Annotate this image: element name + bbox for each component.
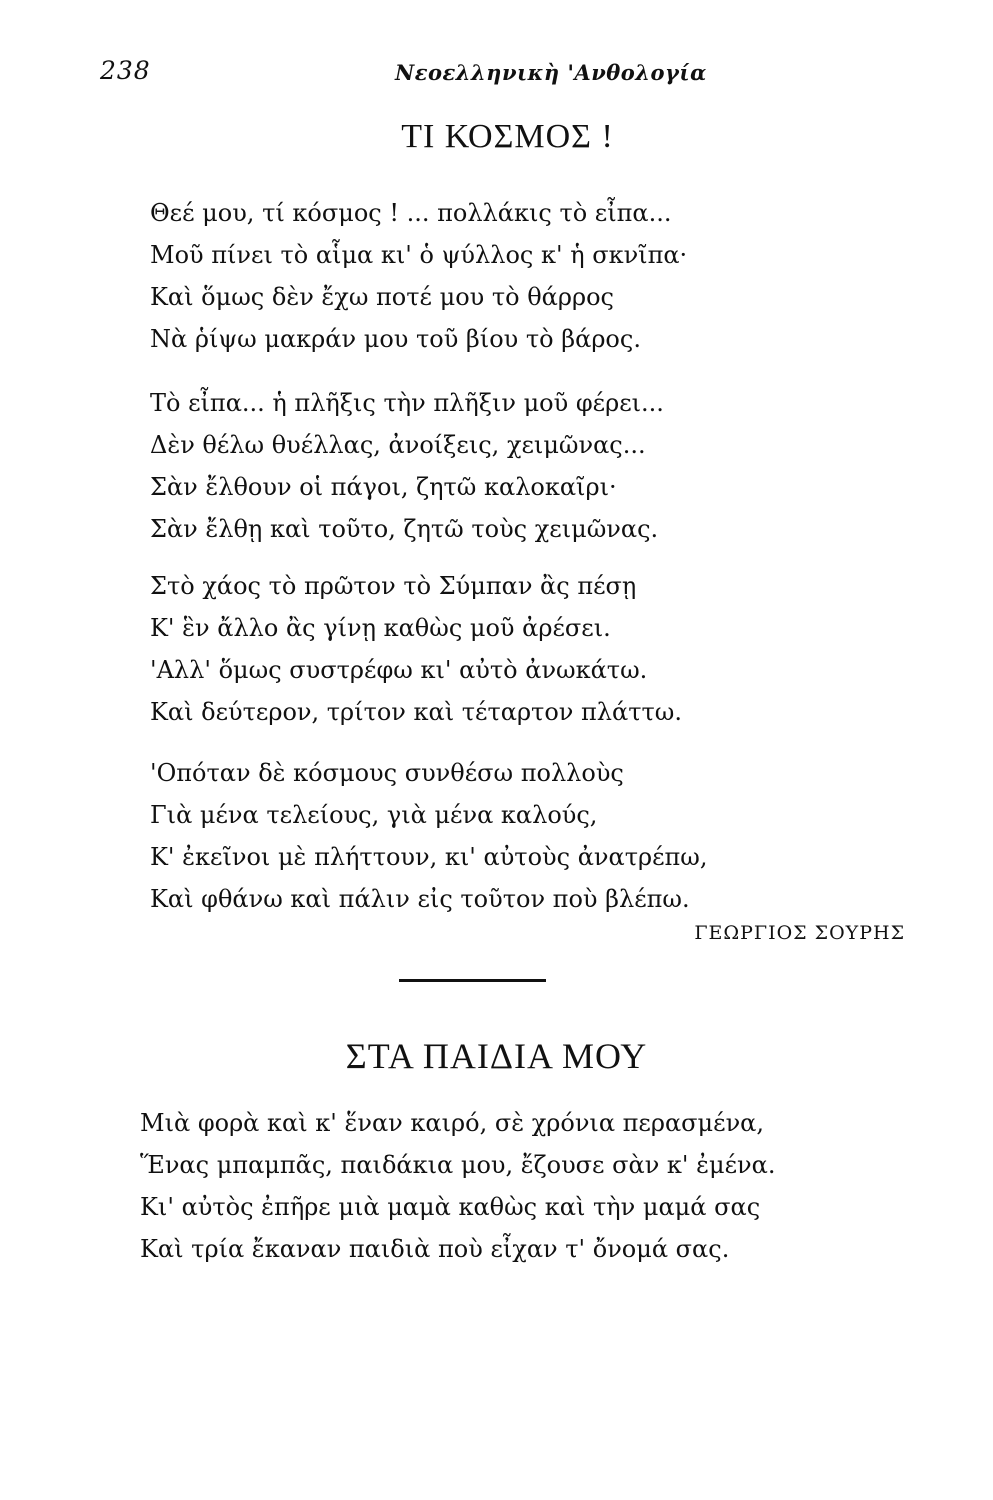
verse-line: Σὰν ἔλθουν οἱ πάγοι, ζητῶ καλοκαῖρι· [150,473,617,501]
verse-line: 'Αλλ' ὅμως συστρέφω κι' αὐτὸ ἀνωκάτω. [150,656,648,684]
verse-line: Καὶ τρία ἔκαναν παιδιὰ ποὺ εἶχαν τ' ὄνομά σας. [140,1235,730,1263]
verse-line: Μιὰ φορὰ καὶ κ' ἕναν καιρό, σὲ χρόνια περασμένα, [140,1109,765,1137]
stanza [140,1102,900,1270]
verse-line: Τὸ εἶπα... ἡ πλῆξις τὴν πλῆξιν μοῦ φέρει... [150,389,664,417]
verse-line: Κι' αὐτὸς ἐπῆρε μιὰ μαμὰ καθὼς καὶ τὴν μαμά σας [140,1193,761,1221]
stanza [150,192,910,360]
page-number: 238 [100,56,151,85]
section-divider [399,979,546,982]
verse-line: 'Οπόταν δὲ κόσμους συνθέσω πολλοὺς [150,759,624,787]
verse-line: Θεέ μου, τί κόσμος ! ... πολλάκις τὸ εἶπα... [150,199,672,227]
verse-line: Μοῦ πίνει τὸ αἷμα κι' ὁ ψύλλος κ' ἡ σκνῖπα· [150,241,688,269]
verse-line: Νὰ ῥίψω μακράν μου τοῦ βίου τὸ βάρος. [150,325,641,353]
stanza [150,565,910,733]
verse-line: Ἕνας μπαμπᾶς, παιδάκια μου, ἔζουσε σὰν κ' ἐμένα. [140,1151,776,1179]
verse-line: Γιὰ μένα τελείους, γιὰ μένα καλούς, [150,801,598,829]
verse-line: Καὶ φθάνω καὶ πάλιν εἰς τοῦτον ποὺ βλέπω. [150,885,690,913]
verse-line: Κ' ἓν ἄλλο ἂς γίνῃ καθὼς μοῦ ἀρέσει. [150,614,611,642]
verse-line: Δὲν θέλω θυέλλας, ἀνοίξεις, χειμῶνας... [150,431,646,459]
running-head: Νεοελληνικὴ 'Ανθολογία [395,60,707,85]
poem-title: ΤΙ ΚΟΣΜΟΣ ! [401,118,614,155]
verse-line: Καὶ ὅμως δὲν ἔχω ποτέ μου τὸ θάρρος [150,283,614,311]
stanza [150,382,910,550]
stanza [150,752,910,920]
verse-line: Καὶ δεύτερον, τρίτον καὶ τέταρτον πλάττω. [150,698,682,726]
poem-author: ΓΕΩΡΓΙΟΣ ΣΟΥΡΗΣ [694,922,905,944]
verse-line: Στὸ χάος τὸ πρῶτον τὸ Σύμπαν ἂς πέσῃ [150,572,637,600]
poem-title: ΣΤΑ ΠΑΙΔΙΑ ΜΟΥ [345,1036,648,1076]
verse-line: Σὰν ἔλθῃ καὶ τοῦτο, ζητῶ τοὺς χειμῶνας. [150,515,659,543]
verse-line: Κ' ἐκεῖνοι μὲ πλήττουν, κι' αὐτοὺς ἀνατρέπω, [150,843,708,871]
